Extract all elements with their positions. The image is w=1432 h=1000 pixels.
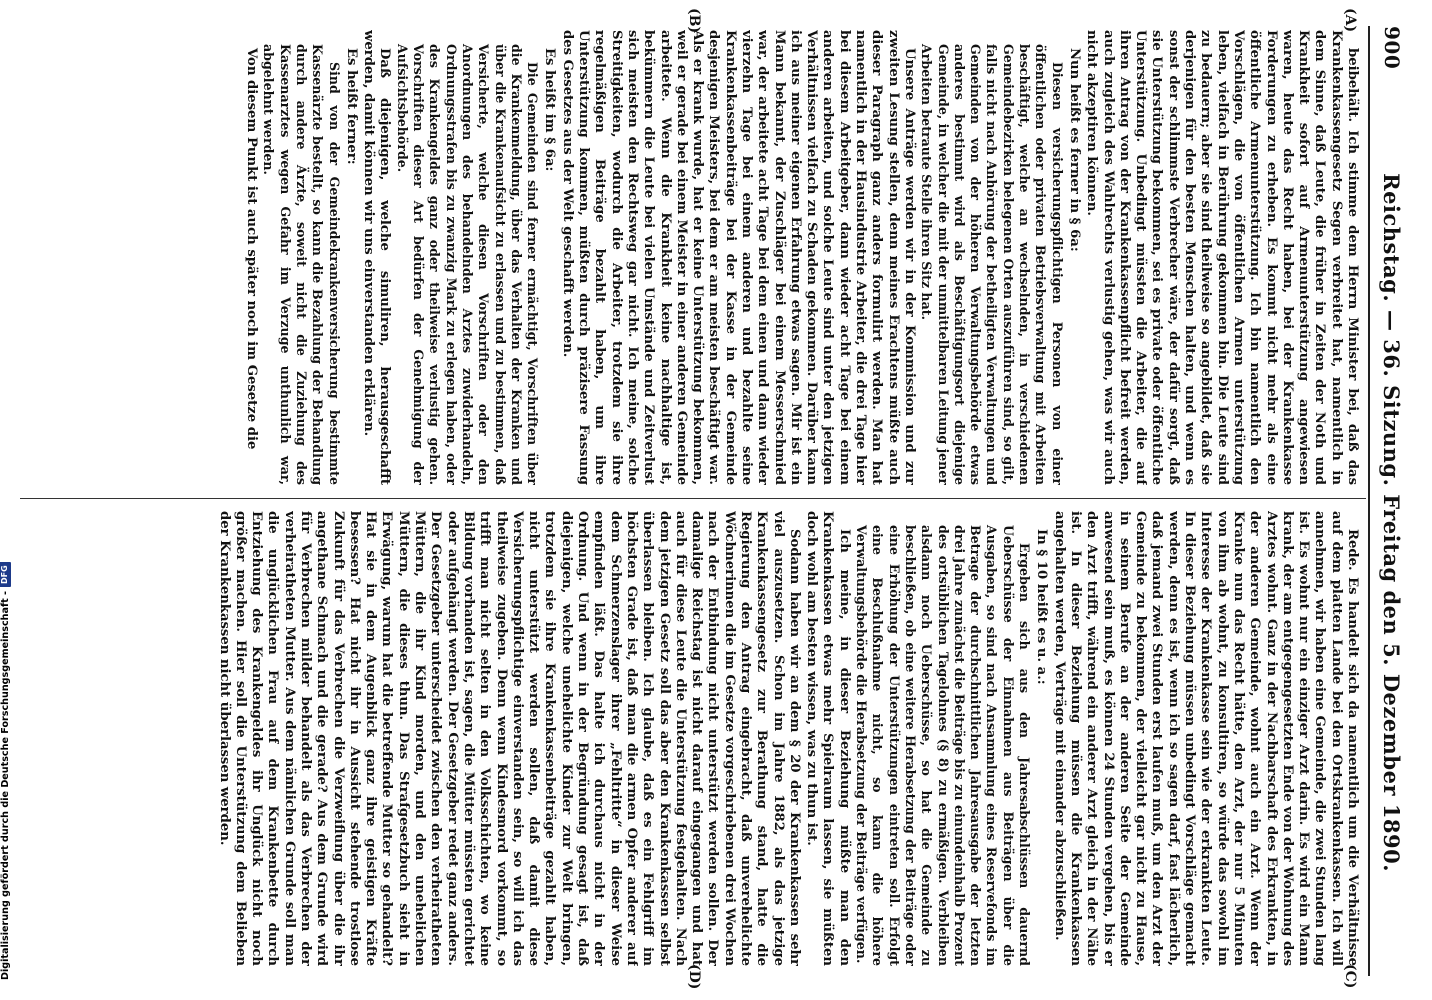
paragraph: Von diesem Punkt ist auch später noch im Gesetze die bbox=[244, 48, 260, 450]
margin-letter-d: (D) bbox=[686, 964, 702, 990]
quoted-paragraph: Die Gemeinden sind ferner ermächtigt, Vorschriften über die Krankenmeldung, über das Verhalten der Kranken und über die Krankenaufsicht zu erlassen und zu bestimmen, daß Versicherte, welche diesen Vorschriften oder den Anordnungen des behandelnden Arztes zuwiderhandeln, Ordnungsstrafen bis zu zwanzig Mark zu erlegen haben, oder des Krankengeldes ganz oder theilweise verlustig gehen. Vorschriften dieser Art bedürfen der Genehmigung der Aufsichtsbehörde. bbox=[394, 44, 541, 485]
paragraph: Ich meine, in dieser Beziehung müßte man den Krankenkassen etwas mehr Spielraum lassen, sie müßten doch wohl am besten wissen, was zu thun ist. bbox=[804, 511, 852, 966]
quoted-paragraph: Ergeben sich aus den Jahresabschlüssen dauernd Ueberschüsse der Einnahmen aus Beiträgen über die Ausgaben, so sind nach Ansammlung eines Reservefonds im Betrage der durchschnittlichen Jahresausgabe der letzten drei Jahre zunächst die Beiträge bis zu einundeinhalb Prozent des ortsüblichen Tagelohnes (§ 8) zu ermäßigen. Verbleiben alsdann noch Ueberschüsse, so hat die Gemeinde zu beschließen, ob eine weitere Herabsetzung der Beiträge oder eine Erhöhung der Unterstützungen eintreten soll. Erfolgt eine Beschlußnahme nicht, so kann die höhere Verwaltungsbehörde die Herabsetzung der Beiträge verfügen. bbox=[854, 525, 1033, 966]
credit-text: Digitalisierung gefördert durch die Deutsche Forschungsgemeinschaft - bbox=[0, 590, 11, 980]
page-header bbox=[1374, 26, 1410, 976]
quoted-paragraph: Sind von der Gemeindekrankenversicherung bestimmte Kassenärzte bestellt, so kann die Bezahlung der Behandlung durch andere Ärzte, soweit nicht die Zuziehung des Kassenarztes wegen Gefahr im Verzuge unthunlich war, abgelehnt werden. bbox=[261, 44, 342, 485]
header-rule bbox=[1368, 26, 1370, 976]
paragraph: Daß diejenigen, welche simuliren, herausgeschafft werden, damit können wir uns einverstanden erklären. bbox=[361, 30, 393, 485]
right-column bbox=[20, 511, 1360, 966]
digitization-credit bbox=[0, 565, 12, 980]
paragraph: Rede. Es handelt sich da namentlich um die Verhältnisse auf dem platten Lande bei den Ortskrankenkassen. Ich will annehmen, wir haben eine Gemeinde, die zwei Stunden lang ist. Es wohnt nur ein einziger Arzt darin. Es wird ein Mann krank, der am entgegengesetzten Ende von der Wohnung des Arztes wohnt. Ganz in der Nachbarschaft des Erkrankten, in der anderen Gemeinde, wohnt auch ein Arzt. Wenn der Kranke nun das Recht hätte, den Arzt, der nur 5 Minuten von ihm ab wohnt, zu konsultiren, so würde das sowohl im Interesse der Krankenkasse sein wie der erkrankten Leute. In dieser Beziehung müssen unbedingt Vorschläge gemacht werden, denn es ist, wenn ich so sagen darf, fast lächerlich, daß jemand zwei Stunden erst laufen muß, um den Arzt der Gemeinde zu bekommen, der vielleicht gar nicht zu Hause, in seinem Berufe an der anderen Seite der Gemeinde anwesend sein muß, es können 24 Stunden vergehen, bis er den Arzt trifft, während ein anderer Arzt gleich in der Nähe ist. In dieser Beziehung müssen die Krankenkassen angehalten werden, Verträge mit einander abzuschließen. bbox=[1051, 511, 1360, 966]
paragraph: Es heißt ferner: bbox=[343, 48, 359, 165]
margin-letter-b: (B) bbox=[686, 8, 702, 34]
quoted-paragraph: Diesen versicherungspflichtigen Personen von einer öffentlichen oder privaten Betriebsverwaltung mit Arbeiten beschäftigt, welche an wechselnden, in verschiedenen Gemeindebezirken belegenen Orten auszuführen sind, so gilt, falls nicht nach Anhörung der betheiligten Verwaltungen und Gemeinden von der höheren Verwaltungsbehörde etwas anderes bestimmt wird als Beschäftigungsort diejenige Gemeinde, in welcher die mit der unmittelbaren Leitung jener Arbeiten betraute Stelle ihren Sitz hat. bbox=[919, 44, 1065, 485]
page-title: Reichstag. — 36. Sitzung. Freitag den 5. Dezember 1890. bbox=[1379, 173, 1405, 873]
page-number: 900 bbox=[1380, 26, 1404, 70]
paragraph: Sodann haben wir an dem § 20 der Krankenkassen sehr viel auszusetzen. Schon im Jahre 1882, als das jetzige Krankenkassengesetz zur Berathung stand, hatte die Regierung den Antrag eingebracht, daß unverehelichte Wöchnerinnen die im Gesetze vorgeschriebenen drei Wochen nach der Entbindung nicht unterstützt werden sollen. Der damalige Reichstag ist nicht darauf eingegangen und hat auch für diese Leute die Unterstützung festgehalten. Nach dem jetzigen Gesetz soll das aber den Krankenkassen selbst überlassen bleiben. Ich glaube, daß es ein Fehlgriff im höchsten Grade ist, daß man die armen Opfer anderer auf dem Schmerzenslager ihrer „Fehltritte“ in dieser Weise empfinden läßt. Das halte ich durchaus nicht in der Ordnung. Und wenn in der Begründung gesagt ist, daß diejenigen, welche unehelichte Kinder zur Welt bringen, trotzdem sie ihre Krankenkassenbeiträge gezahlt haben, nicht unterstützt werden sollen, daß damit diese Versicherungspflichtige einverstanden sein, so will ich das theilweise zugeben. Denn wenn Kindesmord vorkommt, so trifft man nicht selten in den Volksschichten, wo keine Bildung vorhanden ist, sagen, die Mütter müssten gerichtet oder aufgehängt werden. Der Gesetzgeber redet ganz anders. Der Gesetzgeber unterscheidet zwischen den verheiratheten Müttern, die ihr Kind morden, und den unehelichen Müttern, die dieses thun. Das Strafgesetzbuch sieht in Erwägung, warum hat die betreffende Mutter so gehandelt? Hat sie in dem Augenblick ganz ihre geistigen Kräfte besessen? Hat nicht ihr in Aussicht stehende trostlose Zukunft für das Verbrechen die Verzweiflung über die ihr angethane Schmach und die gerade? Aus dem Grunde wird für Verbrechen milder behandelt als das Verbrechen der verheiratheten Mutter. Aus dem nämlichen Grunde soll man die unglücklichen Frau auf dem Krankenbette durch Entziehung des Krankengeldes ihr Unglück nicht noch größer machen. Hier soll die Unterstützung dem Belieben der Krankenkassen nicht überlassen werden. bbox=[216, 511, 802, 966]
margin-letter-c: (C) bbox=[1342, 964, 1358, 989]
paragraph: beibehält. Ich stimme dem Herrn Minister bei, daß das Krankenkassengesetz Segen verbreitet hat, namentlich in dem Sinne, daß Leute, die früher in Zeiten der Noth und Krankheit sofort auf Armenunterstützung angewiesen waren, heute das Recht haben, bei der Krankenkasse Forderungen zu erheben. Es kommt nicht mehr als eine öffentliche Armenunterstützung. Ich bin namentlich den Vorschlägen, die von öffentlichen Armen unterstützung leben, vielfach in Berührung gekommen bin. Die Leute sind zu bedauern; aber sie sind theilweise so angebildet, daß sie derjenigen für den besten Menschen halten, und wenn es sonst der schlimmste Verbrecher wäre, der dafür sorgt, daß sie Unterstützung bekommen, sei es private oder öffentliche Unterstützung. Unbedingt müssten die Arbeiter, die auf ihren Antrag von der Krankenkassenpflicht befreit werden, auch zugleich des Wahlrechts verlustig gehen, was wir auch nicht akzeptiren können. bbox=[1084, 30, 1360, 485]
left-column bbox=[20, 30, 1360, 485]
paragraph: In § 10 heißt es u. a.: bbox=[1034, 529, 1050, 685]
paragraph: Unsere Anträge werden wir in der Kommission und zur zweiten Lesung stellen, denn meines Erachtens müßte auch dieser Paragraph ganz anders formulirt werden. Man hat namentlich in der Hausindustrie Arbeiter, die drei Tage hier bei diesem Arbeitgeber, dann wieder acht Tage bei einem anderen arbeiten, und solche Leute sind unter den jetzigen Verhältnissen vielfach zu Schaden gekommen. Darüber kann ich aus meiner eigenen Erfahrung etwas sagen. Mir ist ein Mann bekannt, der Zuschläger bei einem Messerschmied war, der arbeitete acht Tage bei dem einen und dann wieder vierzehn Tage bei einem anderen und bezahlte seine Krankenkassenbeiträge bei der Kasse in der Gemeinde desjenigen Meisters, bei dem er am meisten beschäftigt war. Als er krank wurde, hat er keine Unterstützung bekommen, weil er gerade bei einem Meister in einer anderen Gemeinde arbeitete. Wenn die Krankheit keine nachhaltige ist, bekümmern die Leute bei vielen Umstände und Zeitverlust sich meisten den Rechtsweg gar nicht. Ich meine, solche Streitigkeiten, wodurch die Arbeiter, trotzdem sie ihre regelmäßigen Beiträge bezahlt haben, um ihre Unterstützung kommen, müßten durch präzisere Fassung des Gesetzes aus der Welt geschafft werden. bbox=[559, 30, 917, 485]
column-divider bbox=[20, 498, 1366, 499]
paragraph: Nun heißt es ferner in § 6a: bbox=[1066, 48, 1082, 252]
paragraph: Es heißt im § 6a: bbox=[542, 48, 558, 172]
document-page bbox=[8, 6, 1418, 996]
margin-letter-a: (A) bbox=[1342, 8, 1358, 33]
dfg-logo: DFG bbox=[0, 562, 11, 587]
